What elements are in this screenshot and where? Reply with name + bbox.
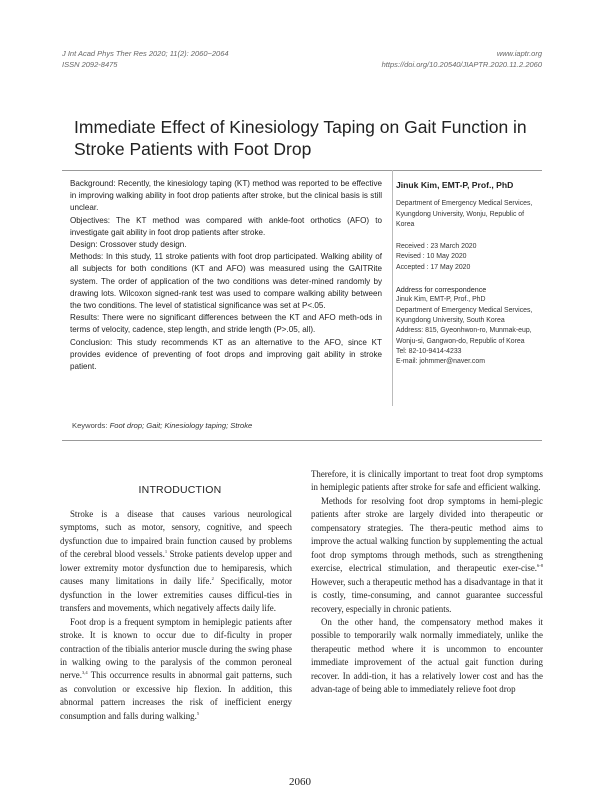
- issn-line: ISSN 2092-8475: [62, 60, 118, 69]
- article-title: Immediate Effect of Kinesiology Taping on Gait Function in Stroke Patients with Foot Drop: [74, 117, 527, 159]
- paragraph: Stroke is a disease that causes various neurological symptoms, such as motor, sensory, cognitive, and speech dysfunction due to impaired brain function caused by problems of the cerebral blood vessels.$^1$ Stroke patients develop upper and lower extremity motor dysfunction due to hemiparesis, which causes many limitations in daily life.$^2$ Specifically, motor dysfunction in the lower extremities causes difficul-ties in transfers and movements, which negatively affects daily life.: [60, 509, 292, 614]
- revised-date: Revised : 10 May 2020: [396, 253, 467, 261]
- correspondence-email[interactable]: E-mail: johmmer@naver.com: [396, 358, 485, 366]
- abstract-conclusion: Conclusion: This study recommends KT as an alternative to the AFO, since KT provides evidence of preventing of foot drops and improving gait ability in stroke patient.: [70, 337, 382, 372]
- citation-line: J Int Acad Phys Ther Res 2020; 11(2): 2060~2064: [62, 49, 229, 58]
- author-info: [396, 180, 544, 367]
- reference-marker[interactable]: 3,4: [81, 670, 88, 676]
- keywords: [72, 421, 252, 430]
- abstract-results: Results: There were no significant differences between the KT and AFO meth-ods in terms of velocity, cadence, step length, and stride length (P>.05, all).: [70, 313, 382, 335]
- doi-link[interactable]: https://doi.org/10.20540/JIAPTR.2020.11.2.2060: [381, 60, 542, 69]
- reference-marker[interactable]: 2: [211, 576, 214, 582]
- reference-marker[interactable]: 5: [196, 710, 200, 716]
- column-divider: [392, 170, 393, 406]
- body-right-column: [311, 468, 543, 697]
- correspondence-univ: Kyungdong University, South Korea: [396, 316, 505, 324]
- abstract-design: Design: Crossover study design.: [70, 240, 187, 250]
- reference-marker[interactable]: 1: [164, 549, 168, 555]
- correspondence-name: Jinuk Kim, EMT-P, Prof., PhD: [396, 296, 486, 304]
- abstract-objectives: Objectives: The KT method was compared with ankle-foot orthotics (AFO) to investigate gait ability in foot drop patients after stroke.: [70, 215, 382, 237]
- correspondence-tel: Tel: 82-10-9414-4233: [396, 347, 462, 355]
- received-date: Received : 23 March 2020: [396, 243, 477, 251]
- author-name: Jinuk Kim, EMT-P, Prof., PhD: [396, 180, 514, 190]
- journal-citation: [62, 48, 229, 70]
- paragraph: Methods for resolving foot drop symptoms in hemi-plegic patients after stroke are largely divided into therapeutic or compensatory strategies. The thera-peutic method aims to improve the actual walking function by supplementing the actual foot drop symptoms through methods, such as strengthening exercise, electrical stimulation, and therapeutic exer-cise.$^{6-8}$ However, such a therapeutic method has a disadvantage in that it is costly, time-consuming, and cannot guarantee successful recovery, especially in chronic patients.: [311, 495, 543, 614]
- keywords-text: Foot drop; Gait; Kinesiology taping; Stroke: [109, 421, 253, 430]
- journal-links: [382, 48, 542, 70]
- section-heading: INTRODUCTION: [138, 484, 222, 496]
- keywords-label: Keywords:: [72, 421, 108, 430]
- reference-marker[interactable]: 6-8: [537, 563, 543, 569]
- author-affiliation: Department of Emergency Medical Services, Kyungdong University, Wonju, Republic of Korea: [396, 200, 533, 228]
- paragraph: On the other hand, the compensatory method makes it possible to temporarily walk normally immediately, unlike the therapeutic method where it is uncommon to encounter immediate improvement of the actual gait function during recover. In addi-tion, it has a relatively lower cost and has the advan-tage of being able to immediately relieve foot drop: [311, 616, 543, 695]
- bottom-divider: [62, 440, 542, 441]
- correspondence-dept: Department of Emergency Medical Services,: [396, 306, 533, 314]
- page-number: 2060: [289, 776, 311, 788]
- accepted-date: Accepted : 17 May 2020: [396, 263, 471, 271]
- paragraph: Foot drop is a frequent symptom in hemiplegic patients after stroke. It is known to occur due to dif-ficulty in proper contraction of the tibialis anterior muscle during the swing phase in walking owing to the paralysis of the common peroneal nerve.$^{3,4}$ This occurrence results in abnormal gait patterns, such as convolution or excessive hip flexion. In addition, this abnormal pattern increases the risk of inefficient energy consumption and falls during walking.$^5$: [60, 616, 292, 721]
- abstract-methods: Methods: In this study, 11 stroke patients with foot drop participated. Walking ability of all subjects for both conditions (KT and AFO) was measured using the GAITRite system. The order of application of the two conditions was deter-mined randomly by drawing lots. Wilcoxon signed-rank test was used to compare walking ability between the two conditions. The level of statistical significance was set at P<.05.: [70, 252, 382, 311]
- top-divider: [62, 170, 542, 171]
- abstract-background: Background: Recently, the kinesiology taping (KT) method was reported to be effective in improving walking ability in foot drop patients after stroke, but the clinical basis is still unclear.: [70, 179, 382, 213]
- journal-website[interactable]: www.iaptr.org: [496, 49, 542, 58]
- correspondence-address: Address: 815, Gyeonhwon-ro, Munmak-eup, Wonju-si, Gangwon-do, Republic of Korea: [396, 327, 532, 345]
- paragraph: Therefore, it is clinically important to treat foot drop symptoms in hemiplegic patients after stroke for safe and efficient walking.: [311, 469, 543, 493]
- body-left-column: [60, 508, 292, 723]
- abstract: [70, 178, 382, 373]
- correspondence-heading: Address for correspondence: [396, 285, 487, 295]
